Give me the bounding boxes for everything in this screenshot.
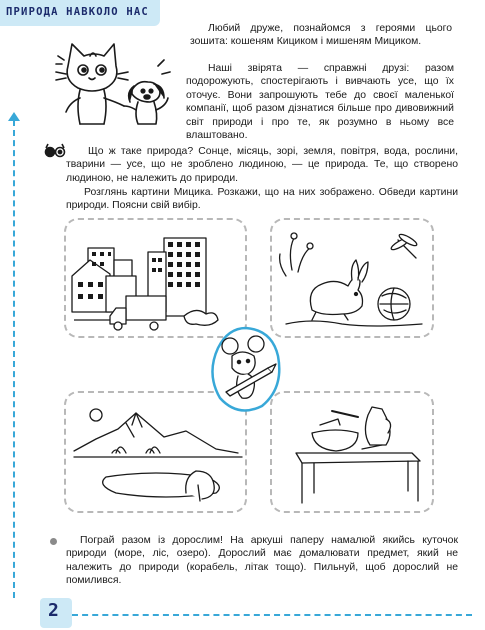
left-dashed-rail [13, 120, 15, 598]
bullet-point [50, 538, 57, 545]
picture-frame-table[interactable] [270, 391, 434, 513]
section-title: ПРИРОДА НАВКОЛО НАС [6, 6, 149, 18]
city-picture [66, 220, 249, 340]
intro-paragraph-2: Наші звірята — справжні друзі: разом подорожують, спостерігають і вивчають усе, що їх оточує. Вони запрошують тебе до своєї маленької компанії, щоб разом дізнатися більше про дивовижний світ природи і про те, як розумно в ньому все влаштовано. [186, 63, 454, 142]
instruction-text: Розглянь картини Мицика. Розкажи, що на них зображено. Обведи картини природи. Поясни свій вибір. [66, 187, 458, 212]
game-task-text: Пограй разом із дорослим! На аркуші паперу намалюй якийсь куточок природи (море, ліс, озеро). Дорослий має домалювати предмет, який не належить до природи (корабель, літак тощо). Пильнуй, щоб дорослий не помилився. [66, 535, 458, 587]
bottom-dashed-rail [72, 614, 472, 616]
page-number: 2 [48, 600, 59, 621]
picture-frame-hare[interactable] [270, 218, 434, 338]
table-picture [272, 393, 436, 515]
intro-paragraph-1: Любий друже, познайомся з героями цього зошита: кошеням Кициком і мишеням Мициком. [190, 23, 452, 48]
goggles-icon [44, 142, 66, 160]
hare-picture [272, 220, 436, 340]
cat-and-puppy-illustration [50, 36, 178, 128]
question-text: Що ж таке природа? Сонце, місяць, зорі, земля, повітря, вода, рослини, тварини — усе, що не зроблено людиною, — це природа. Те, що створено людиною, не належить до природи. [66, 146, 458, 184]
mouse-with-pencil-badge [208, 326, 284, 412]
picture-frame-city[interactable] [64, 218, 247, 338]
